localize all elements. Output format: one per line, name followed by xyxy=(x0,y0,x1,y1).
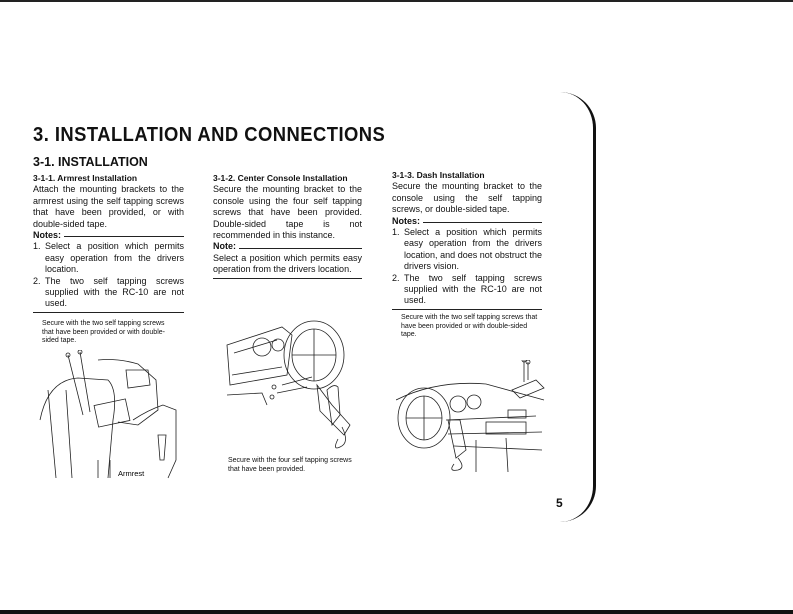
page-curl-edge xyxy=(560,92,596,522)
notes-label: Notes: xyxy=(33,230,62,241)
item-text: Select a position which permits easy operation from the drivers location. xyxy=(45,241,184,275)
notes-list-dash xyxy=(392,227,542,307)
list-item xyxy=(33,276,184,310)
subheading-dash: 3-1-3. Dash Installation xyxy=(392,170,485,180)
caption-armrest: Secure with the two self tapping screws that have been provided or with double-sided tape. xyxy=(42,320,165,345)
center-console-illustration xyxy=(222,315,362,455)
item-number: 2. xyxy=(33,275,41,286)
list-item xyxy=(33,241,184,275)
section-end-rule xyxy=(392,309,542,310)
list-item xyxy=(392,273,542,307)
notes-label: Notes: xyxy=(392,215,421,226)
item-number: 1. xyxy=(33,241,41,252)
note-center-console xyxy=(213,241,362,252)
item-text: Select a position which permits easy operation from the drivers location, and does not obstruct the drivers vision. xyxy=(404,227,542,272)
notes-armrest xyxy=(33,230,184,241)
section-end-rule xyxy=(213,278,362,279)
dash-illustration xyxy=(396,360,546,472)
item-text: The two self tapping screws supplied with the RC-10 are not used. xyxy=(45,275,184,309)
notes-rule xyxy=(423,222,542,223)
section-end-rule xyxy=(33,312,184,313)
body-dash: Secure the mounting bracket to the console using the self tapping screws, or double-sided tape. xyxy=(392,181,542,215)
section-heading: 3-1. INSTALLATION xyxy=(33,155,148,169)
column-armrest xyxy=(33,173,184,313)
scan-top-edge xyxy=(0,0,793,2)
column-center-console xyxy=(213,173,362,279)
column-dash xyxy=(392,170,542,310)
item-text: The two self tapping screws supplied with the RC-10 are not used. xyxy=(404,272,542,306)
body-center-console: Secure the mounting bracket to the console using the four self tapping screws that have been provided. Double-sided tape is not recommended in this instance. xyxy=(213,184,362,241)
page-title: 3. INSTALLATION AND CONNECTIONS xyxy=(33,124,386,146)
caption-center-console: Secure with the four self tapping screws that have been provided. xyxy=(228,457,352,473)
figure-label-armrest: Armrest xyxy=(118,469,145,478)
note-text-center-console: Select a position which permits easy operation from the drivers location. xyxy=(213,252,362,275)
item-number: 1. xyxy=(392,227,400,238)
notes-rule xyxy=(64,236,184,237)
notes-dash xyxy=(392,216,542,227)
note-rule xyxy=(239,248,362,249)
caption-dash: Secure with the two self tapping screws that have been provided or with double-sided tape. xyxy=(401,314,538,339)
subheading-center-console: 3-1-2. Center Console Installation xyxy=(213,173,348,183)
scan-bottom-edge xyxy=(0,610,793,614)
subheading-armrest: 3-1-1. Armrest Installation xyxy=(33,173,138,183)
item-number: 2. xyxy=(392,272,400,283)
armrest-illustration xyxy=(38,350,178,480)
notes-list-armrest xyxy=(33,241,184,309)
page-number: 5 xyxy=(556,496,563,510)
list-item xyxy=(392,227,542,273)
note-label: Note: xyxy=(213,241,236,252)
body-armrest: Attach the mounting brackets to the armrest using the self tapping screws that have been provided, or with double-sided tape. xyxy=(33,184,184,229)
